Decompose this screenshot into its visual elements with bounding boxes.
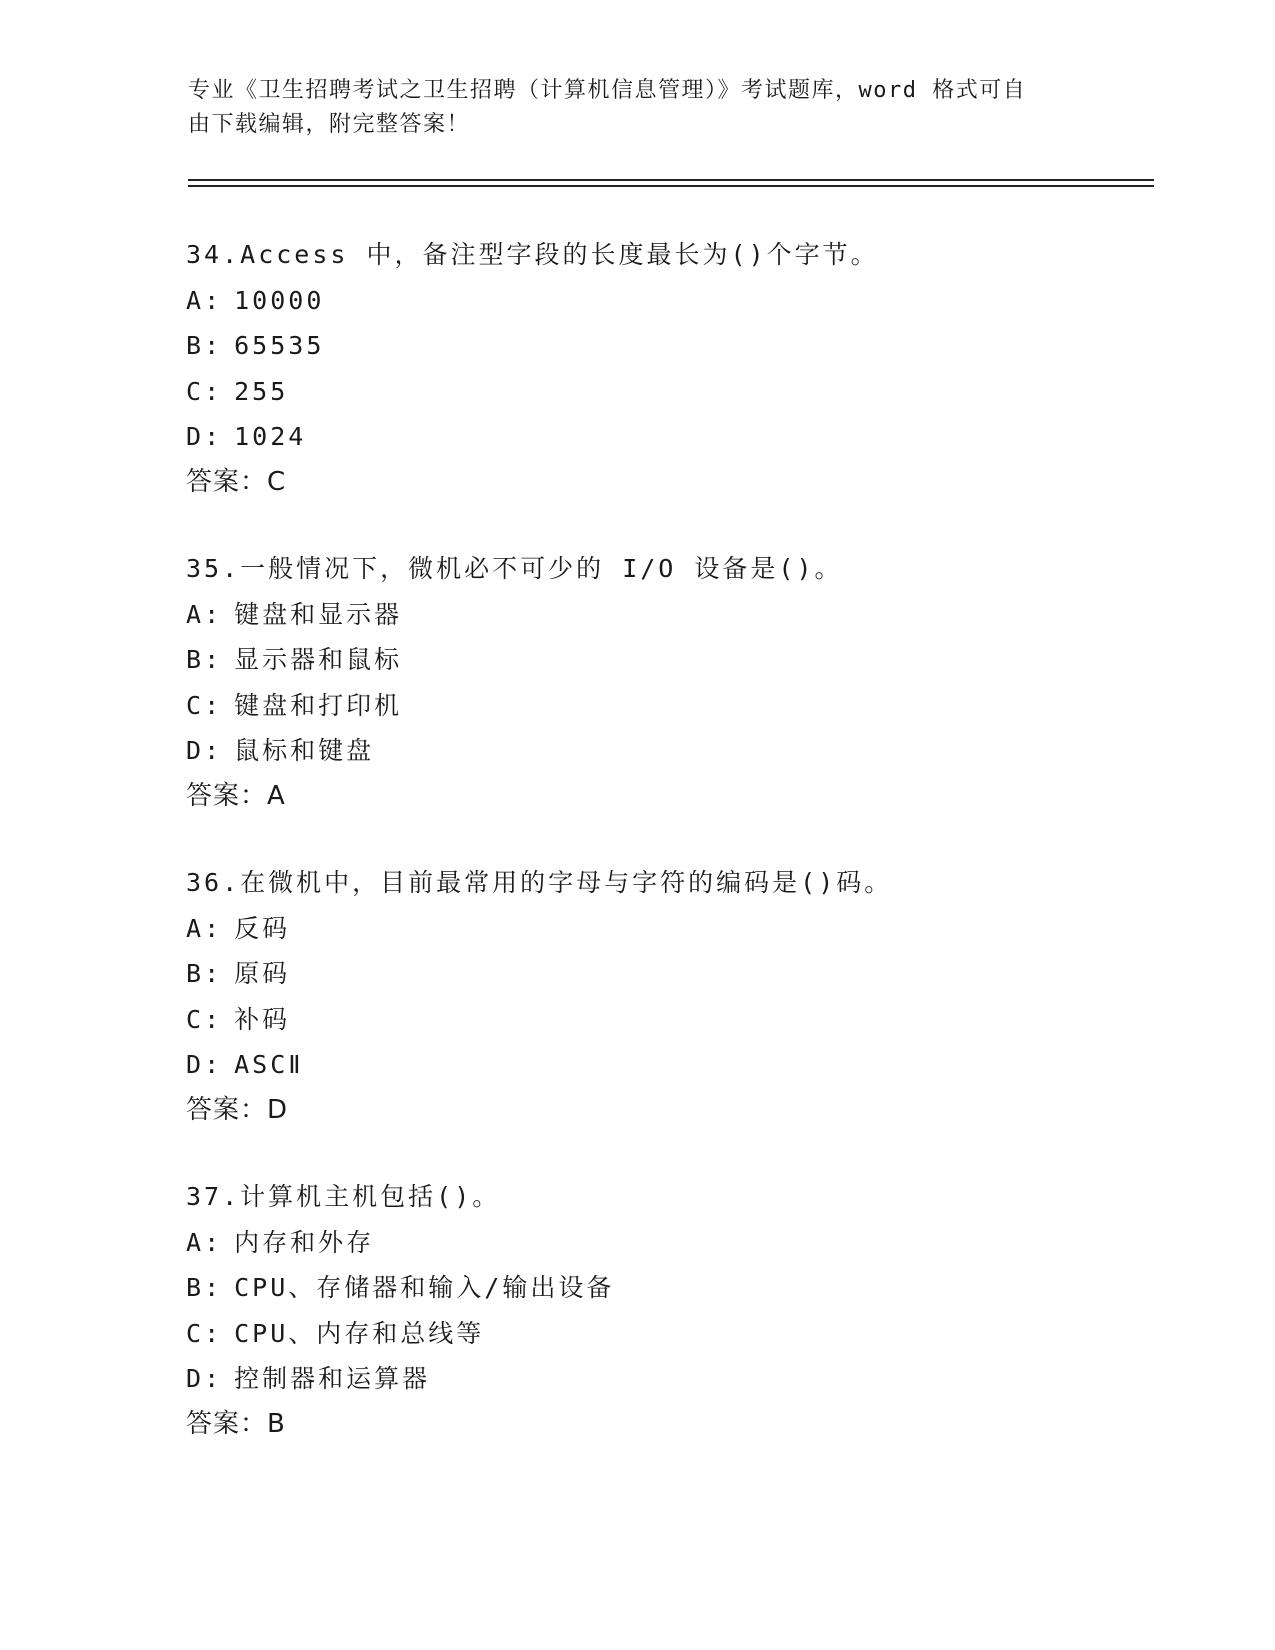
option-separator: : [204, 645, 223, 674]
option-text: CPU、内存和总线等 [234, 1318, 485, 1348]
option-text: 65535 [234, 331, 325, 360]
option-separator: : [204, 1273, 223, 1302]
option-separator: : [204, 1050, 223, 1079]
option-separator: : [204, 1227, 223, 1257]
option-letter: D [186, 1050, 205, 1079]
answer-label: 答案： [186, 780, 268, 811]
option-separator: : [204, 422, 223, 451]
option-text: 原码 [234, 959, 291, 988]
option-letter: C [186, 1004, 205, 1034]
option-separator: : [204, 1318, 223, 1348]
option-a [186, 906, 1136, 952]
question-text: 37.计算机主机包括()。 [186, 1182, 501, 1211]
question-text: 35.一般情况下，微机必不可少的 I/O 设备是()。 [186, 554, 843, 583]
option-text: CPU、存储器和输入/输出设备 [234, 1273, 615, 1302]
option-letter: D [186, 736, 205, 765]
option-text: 键盘和显示器 [234, 599, 403, 629]
answer-label: 答案： [186, 466, 268, 497]
answer-line [186, 774, 1136, 820]
option-c [186, 683, 1136, 729]
option-letter: A [186, 1227, 205, 1257]
header-line-2: 由下载编辑，附完整答案！ [188, 112, 471, 137]
option-separator: : [204, 690, 223, 720]
option-text: 1024 [234, 422, 307, 451]
option-text: 补码 [234, 1004, 291, 1034]
option-letter: B [186, 645, 205, 674]
option-b [186, 951, 1136, 997]
option-separator: : [204, 285, 223, 315]
option-text: 鼠标和键盘 [234, 736, 375, 765]
answer-value: D [267, 1094, 289, 1125]
option-c [186, 997, 1136, 1043]
answer-label: 答案： [186, 1408, 268, 1439]
option-text: ASCⅡ [234, 1050, 304, 1079]
question-text: 36.在微机中，目前最常用的字母与字符的编码是()码。 [186, 868, 893, 897]
option-d [186, 414, 1136, 460]
option-separator: : [204, 913, 223, 943]
option-text: 键盘和打印机 [234, 690, 403, 720]
option-text: 内存和外存 [234, 1227, 375, 1257]
question-34 [186, 232, 1136, 505]
option-b [186, 323, 1136, 369]
option-letter: B [186, 959, 205, 988]
answer-label: 答案： [186, 1094, 268, 1125]
answer-line [186, 1402, 1136, 1448]
option-a [186, 1220, 1136, 1266]
option-separator: : [204, 1364, 223, 1393]
option-text: 反码 [234, 913, 291, 943]
option-separator: : [204, 1004, 223, 1034]
option-letter: A [186, 599, 205, 629]
option-separator: : [204, 599, 223, 629]
answer-line [186, 1088, 1136, 1134]
option-letter: B [186, 1273, 205, 1302]
option-letter: D [186, 1364, 205, 1393]
option-letter: B [186, 331, 205, 360]
answer-line [186, 460, 1136, 506]
option-text: 255 [234, 376, 289, 406]
option-b [186, 1265, 1136, 1311]
document-header [188, 74, 1088, 142]
answer-value: A [267, 780, 286, 811]
question-37 [186, 1174, 1136, 1447]
header-line-1: 专业《卫生招聘考试之卫生招聘（计算机信息管理）》考试题库，word 格式可自 [188, 78, 1027, 103]
header-rule-bottom [188, 185, 1154, 187]
option-letter: C [186, 690, 205, 720]
option-b [186, 637, 1136, 683]
header-rule-top [188, 179, 1154, 181]
option-separator: : [204, 736, 223, 765]
option-d [186, 1042, 1136, 1088]
option-letter: A [186, 285, 205, 315]
question-36 [186, 860, 1136, 1133]
option-letter: C [186, 376, 205, 406]
option-letter: A [186, 913, 205, 943]
answer-value: B [267, 1408, 286, 1439]
option-a [186, 278, 1136, 324]
option-c [186, 369, 1136, 415]
option-separator: : [204, 331, 223, 360]
option-text: 显示器和鼠标 [234, 645, 403, 674]
option-separator: : [204, 376, 223, 406]
question-text: 34.Access 中，备注型字段的长度最长为()个字节。 [186, 240, 879, 269]
answer-value: C [267, 466, 287, 497]
option-a [186, 592, 1136, 638]
option-text: 10000 [234, 285, 325, 315]
option-text: 控制器和运算器 [234, 1364, 431, 1393]
option-d [186, 728, 1136, 774]
option-d [186, 1356, 1136, 1402]
option-separator: : [204, 959, 223, 988]
option-letter: C [186, 1318, 205, 1348]
option-c [186, 1311, 1136, 1357]
question-list [186, 232, 1136, 1488]
option-letter: D [186, 422, 205, 451]
question-35 [186, 546, 1136, 819]
